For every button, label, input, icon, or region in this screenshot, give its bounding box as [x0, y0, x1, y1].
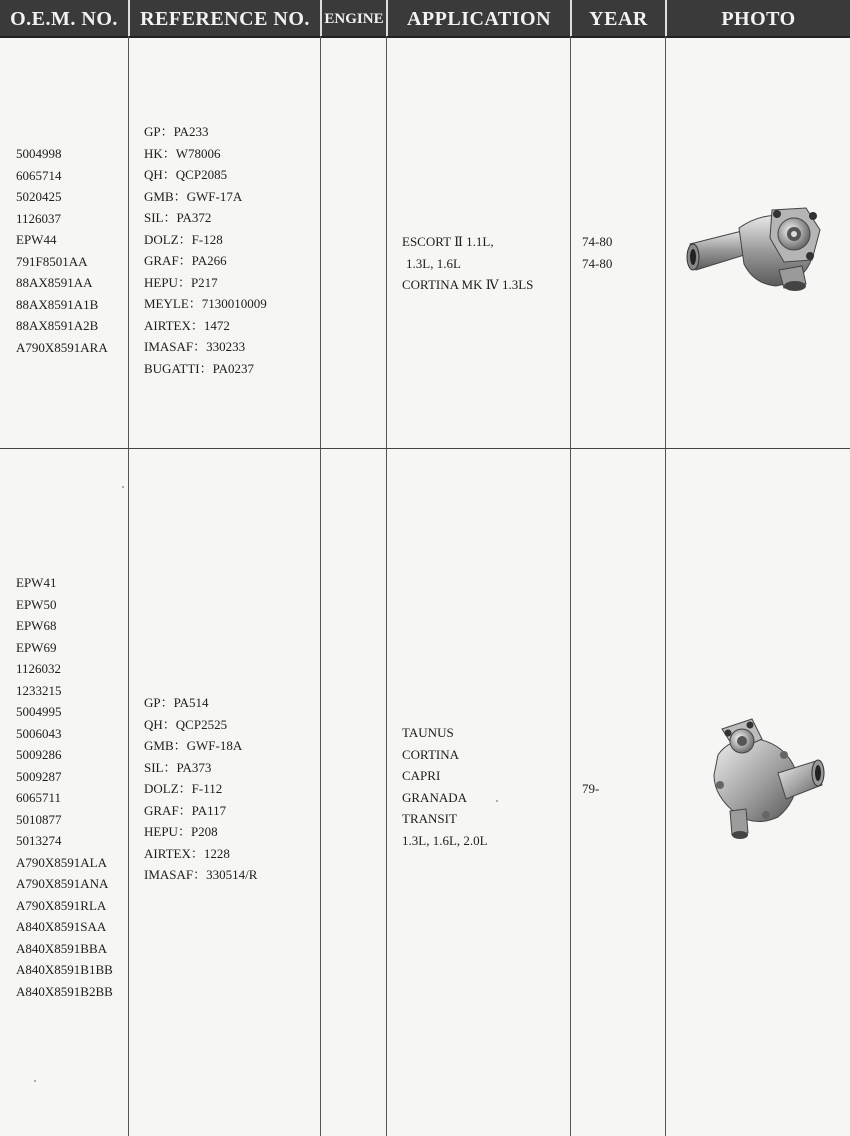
oem-number: EPW41 — [16, 575, 57, 590]
reference-number: SIL：PA373 — [144, 759, 212, 775]
row1-oem-list — [16, 143, 108, 358]
reference-number: AIRTEX：1472 — [144, 317, 230, 333]
header-year: YEAR — [589, 8, 648, 30]
application-line: ESCORT Ⅱ 1.1L, — [402, 234, 494, 249]
application-line: CAPRI — [402, 768, 441, 783]
oem-number: A840X8591SAA — [16, 919, 107, 934]
application-line: CORTINA MK Ⅳ 1.3LS — [402, 277, 534, 292]
reference-number: GMB：GWF-18A — [144, 738, 243, 753]
oem-number: A790X8591ALA — [16, 854, 107, 870]
oem-number: 5004998 — [16, 146, 62, 161]
application-line: 1.3L, 1.6L — [406, 255, 461, 271]
row2-oem-list — [16, 572, 113, 1002]
year-range: 74-80 — [582, 255, 613, 271]
application-line: TAUNUS — [402, 725, 454, 740]
table-header — [0, 0, 850, 38]
header-photo: PHOTO — [721, 8, 796, 30]
oem-number: A840X8591BBA — [16, 940, 108, 956]
row2-application — [402, 722, 488, 851]
oem-number: 88AX8591A2B — [16, 318, 99, 333]
reference-number: GP：PA233 — [144, 124, 209, 139]
reference-number: SIL：PA372 — [144, 210, 212, 225]
row-divider — [0, 448, 850, 449]
header-application: APPLICATION — [406, 8, 552, 30]
oem-number: 5009286 — [16, 747, 62, 762]
oem-number: 1126032 — [16, 661, 62, 676]
header-engine: ENGINE — [324, 11, 384, 27]
print-speck — [496, 800, 498, 802]
year-range: 79- — [582, 781, 600, 796]
header-reference: REFERENCE NO. — [140, 8, 310, 30]
application-line: 1.3L, 1.6L, 2.0L — [402, 832, 488, 848]
oem-number: A790X8591ARA — [16, 339, 108, 355]
application-line: GRANADA — [402, 789, 467, 805]
row1-year — [582, 231, 612, 274]
oem-number: 1233215 — [16, 682, 62, 698]
print-speck — [122, 486, 124, 488]
header-oem: O.E.M. NO. — [10, 8, 118, 30]
oem-number: EPW44 — [16, 232, 57, 247]
column-divider — [128, 36, 129, 1136]
column-divider — [665, 36, 666, 1136]
reference-number: DOLZ：F-128 — [144, 231, 223, 247]
row2-year — [582, 778, 599, 800]
application-line: TRANSIT — [402, 811, 457, 826]
oem-number: 5013274 — [16, 833, 62, 848]
reference-number: HEPU：P208 — [144, 824, 218, 839]
reference-number: GP：PA514 — [144, 695, 209, 710]
oem-number: 88AX8591AA — [16, 275, 93, 290]
column-divider — [320, 36, 321, 1136]
column-divider — [386, 36, 387, 1136]
oem-number: A790X8591RLA — [16, 897, 107, 913]
oem-number: A840X8591B1BB — [16, 962, 113, 977]
reference-number: QH：QCP2525 — [144, 716, 228, 732]
water-pump-icon — [684, 200, 829, 295]
oem-number: EPW69 — [16, 639, 57, 655]
oem-number: 791F8501AA — [16, 253, 88, 269]
oem-number: 5020425 — [16, 189, 62, 204]
reference-number: MEYLE：7130010009 — [144, 296, 267, 311]
water-pump-icon — [700, 715, 825, 840]
reference-number: GMB：GWF-17A — [144, 188, 243, 204]
year-range: 74-80 — [582, 234, 613, 249]
reference-number: IMASAF：330233 — [144, 339, 246, 354]
print-speck — [34, 1080, 36, 1082]
oem-number: 6065714 — [16, 167, 62, 183]
reference-number: HEPU：P217 — [144, 274, 218, 290]
reference-number: GRAF：PA117 — [144, 802, 227, 818]
row1-application — [402, 231, 533, 296]
oem-number: 1126037 — [16, 210, 62, 226]
oem-number: 88AX8591A1B — [16, 296, 99, 312]
reference-number: BUGATTI：PA0237 — [144, 360, 255, 376]
oem-number: 5009287 — [16, 768, 62, 784]
oem-number: 6065711 — [16, 790, 62, 805]
reference-number: QH：QCP2085 — [144, 167, 228, 182]
reference-number: GRAF：PA266 — [144, 253, 227, 268]
oem-number: A790X8591ANA — [16, 876, 109, 891]
oem-number: 5004995 — [16, 704, 62, 719]
oem-number: EPW68 — [16, 618, 57, 633]
reference-number: HK：W78006 — [144, 145, 221, 161]
row1-reference-list — [144, 121, 267, 379]
oem-number: 5010877 — [16, 811, 62, 827]
application-line: CORTINA — [402, 746, 459, 762]
oem-number: A840X8591B2BB — [16, 983, 113, 999]
row2-reference-list — [144, 692, 257, 886]
column-divider — [570, 36, 571, 1136]
reference-number: IMASAF：330514/R — [144, 867, 258, 882]
oem-number: 5006043 — [16, 725, 62, 741]
reference-number: AIRTEX：1228 — [144, 845, 230, 861]
oem-number: EPW50 — [16, 596, 57, 612]
reference-number: DOLZ：F-112 — [144, 781, 223, 796]
